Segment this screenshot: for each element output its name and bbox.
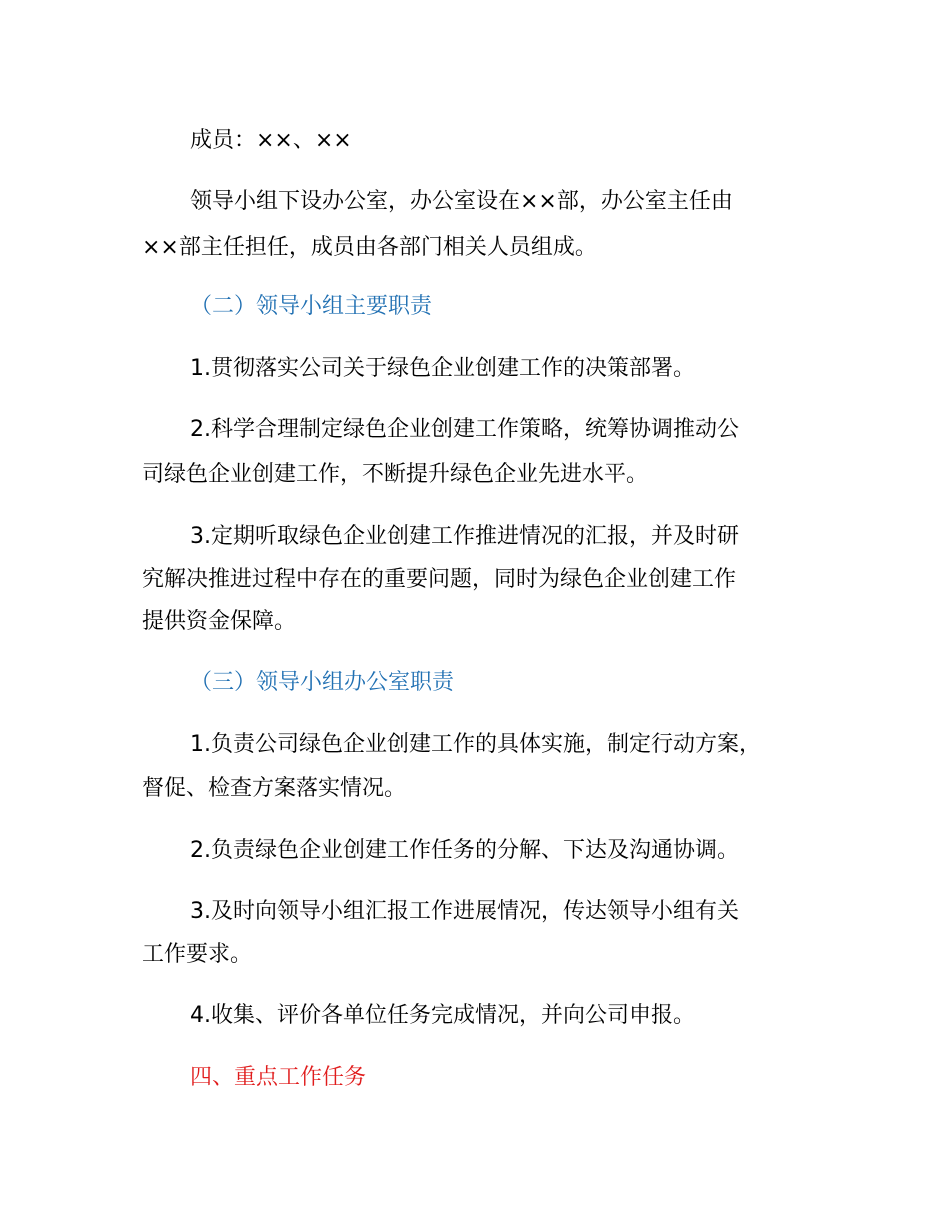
duty-2-line-1: 2.科学合理制定绿色企业创建工作策略，统筹协调推动公 bbox=[190, 417, 739, 442]
office-para-line-1: 领导小组下设办公室，办公室设在××部，办公室主任由 bbox=[190, 189, 733, 214]
office-duty-1-line-1: 1.负责公司绿色企业创建工作的具体实施，制定行动方案， bbox=[190, 732, 761, 757]
duty-3-line-3: 提供资金保障。 bbox=[142, 609, 297, 634]
office-duty-2-line-1: 2.负责绿色企业创建工作任务的分解、下达及沟通协调。 bbox=[190, 838, 739, 863]
members-line: 成员：××、×× bbox=[190, 128, 352, 153]
subheading-leadership-duties: （二）领导小组主要职责 bbox=[190, 294, 433, 319]
duty-2-line-2: 司绿色企业创建工作，不断提升绿色企业先进水平。 bbox=[142, 462, 649, 487]
office-duty-3-line-2: 工作要求。 bbox=[142, 942, 253, 967]
office-duty-3-line-1: 3.及时向领导小组汇报工作进展情况，传达领导小组有关 bbox=[190, 899, 739, 924]
duty-3-line-2: 究解决推进过程中存在的重要问题，同时为绿色企业创建工作 bbox=[142, 567, 737, 592]
office-duty-1-line-2: 督促、检查方案落实情况。 bbox=[142, 776, 407, 801]
duty-1-line-1: 1.贯彻落实公司关于绿色企业创建工作的决策部署。 bbox=[190, 356, 695, 381]
duty-3-line-1: 3.定期听取绿色企业创建工作推进情况的汇报，并及时研 bbox=[190, 524, 739, 549]
office-para-line-2: ××部主任担任，成员由各部门相关人员组成。 bbox=[142, 235, 597, 260]
subheading-office-duties: （三）领导小组办公室职责 bbox=[190, 670, 455, 695]
section-heading-key-tasks: 四、重点工作任务 bbox=[190, 1065, 367, 1090]
office-duty-4-line-1: 4.收集、评价各单位任务完成情况，并向公司申报。 bbox=[190, 1003, 695, 1028]
